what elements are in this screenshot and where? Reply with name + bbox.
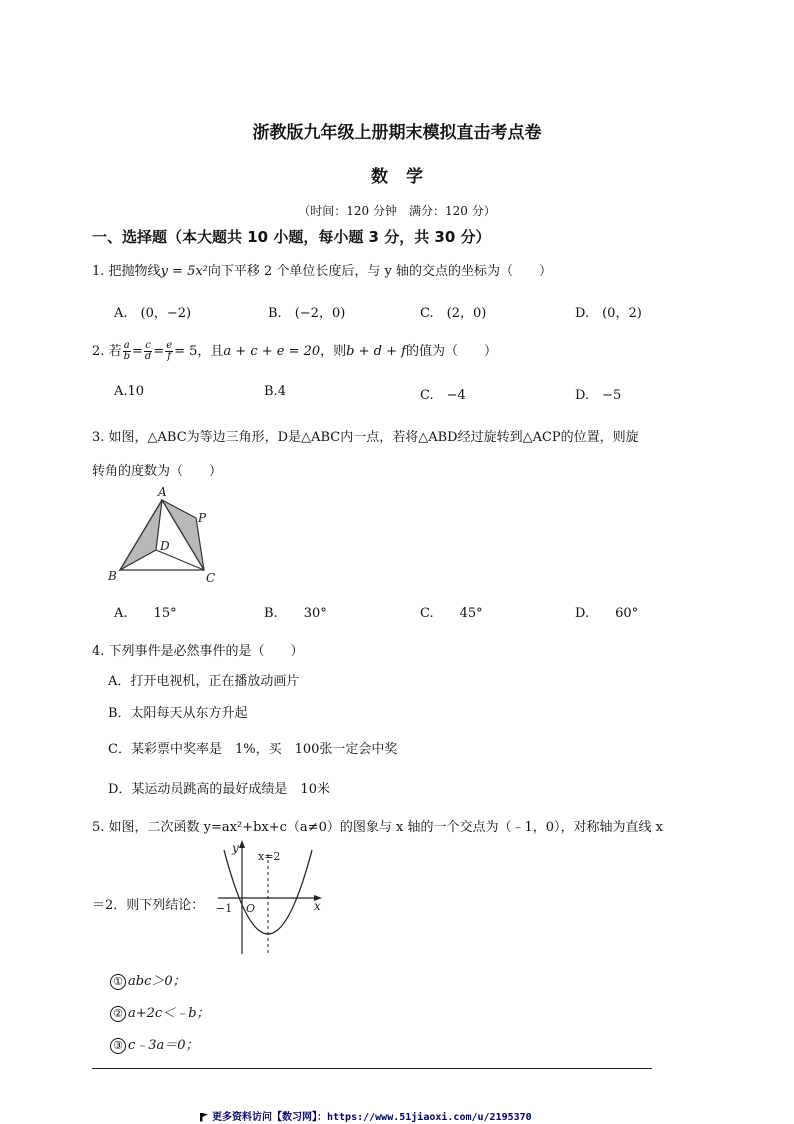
option-c: C. (2，0) xyxy=(420,306,487,321)
formula: y = 5x² xyxy=(160,264,208,279)
label-d: D xyxy=(160,539,170,553)
origin-label: O xyxy=(246,902,256,915)
option-c: C. 45° xyxy=(420,606,483,621)
symmetry-label: x=2 xyxy=(258,850,281,863)
conclusion-1: ① abc＞0； xyxy=(110,970,186,990)
question-number: 3. xyxy=(92,430,105,445)
label-a: A xyxy=(158,485,167,499)
footer-divider xyxy=(92,1068,652,1069)
parabola-graph xyxy=(214,838,332,960)
question-number: 4. xyxy=(92,644,105,659)
label-p: P xyxy=(198,511,207,525)
question-5-line2: ＝2．则下列结论： xyxy=(92,898,205,913)
fraction: $\frac{e}{f}$ xyxy=(166,340,173,362)
question-text: 向下平移 2 个单位长度后，与 y 轴的交点的坐标为（ ） xyxy=(207,264,553,279)
question-1 xyxy=(92,260,552,279)
question-text: 如图，△ABC为等边三角形，D是△ABC内一点，若将△ABD经过旋转到△ACP的位置，则旋 xyxy=(108,430,639,445)
option-b: B. (−2，0) xyxy=(268,306,346,321)
option-b: B．太阳每天从东方升起 xyxy=(108,706,248,721)
question-text: 下列事件是必然事件的是（ ） xyxy=(108,644,304,659)
y-axis-arrow xyxy=(239,840,245,848)
option-b: B. 30° xyxy=(264,606,327,621)
option-a: A．打开电视机，正在播放动画片 xyxy=(108,674,300,689)
label-c: C xyxy=(206,571,216,585)
option-a: A.10 xyxy=(114,384,145,399)
option-c: C．某彩票中奖率是 1%，买 100张一定会中奖 xyxy=(108,742,398,757)
question-number: 2. xyxy=(92,344,105,359)
flag-icon xyxy=(200,1113,208,1122)
conclusion-3: ③ c﹣3a＝0； xyxy=(110,1034,199,1054)
option-d: D．某运动员跳高的最好成绩是 10米 xyxy=(108,782,330,797)
label-b: B xyxy=(108,569,117,583)
question-2: 2. 若 $\frac{a}{b}$ = $\frac{c}{d}$ = $\frac{e}{f}$ = 5，且a + c + e = 20，则b + d + f的值为（ ） xyxy=(92,340,497,362)
y-label: y xyxy=(232,841,239,855)
question-text: 如图，二次函数 y=ax²+bx+c（a≠0）的图象与 x 轴的一个交点为（﹣1，0），对称轴为直线 x xyxy=(108,820,663,835)
option-d: D. −5 xyxy=(575,388,622,403)
fraction: $\frac{c}{d}$ xyxy=(144,340,152,362)
conclusion-2: ② a+2c＜﹣b； xyxy=(110,1002,210,1022)
exam-subject: 数学 xyxy=(371,167,441,187)
exam-title: 浙教版九年级上册期末模拟直击考点卷 xyxy=(252,123,542,143)
section-heading: 一、选择题（本大题共 10 小题，每小题 3 分，共 30 分） xyxy=(92,228,491,246)
question-3 xyxy=(92,426,639,445)
footer-link[interactable]: 更多资料访问【数习网】：https://www.51jiaoxi.com/u/2195370 xyxy=(200,1108,532,1123)
option-d: D. 60° xyxy=(575,606,639,621)
option-a: A. (0，−2) xyxy=(114,306,192,321)
question-3-line2: 转角的度数为（ ） xyxy=(92,464,223,479)
fraction: $\frac{a}{b}$ xyxy=(123,340,130,362)
question-number: 1. xyxy=(92,264,105,279)
option-c: C. −4 xyxy=(420,388,466,403)
option-d: D. (0，2) xyxy=(575,306,642,321)
question-4 xyxy=(92,640,304,659)
x-label: x xyxy=(314,899,321,913)
question-5 xyxy=(92,816,663,835)
option-b: B.4 xyxy=(264,384,286,399)
exam-time-info: （时间：120 分钟 满分：120 分） xyxy=(298,204,496,218)
option-a: A. 15° xyxy=(114,606,177,621)
question-number: 5. xyxy=(92,820,105,835)
neg-one-label: −1 xyxy=(216,902,233,915)
triangle-rotation-figure xyxy=(100,484,230,590)
question-text: 把抛物线 xyxy=(108,264,161,279)
